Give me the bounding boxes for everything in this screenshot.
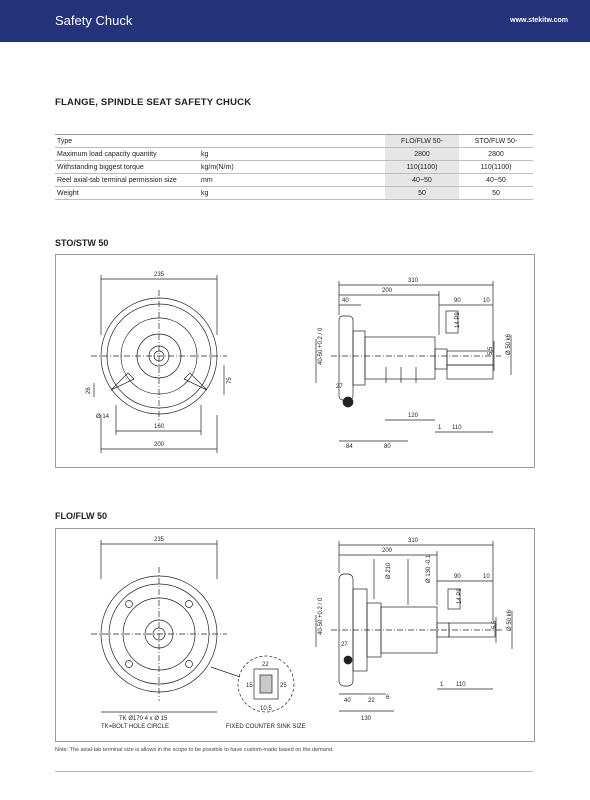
diagram1-drawing bbox=[55, 254, 535, 468]
dim-phi50: Ø 50 k6 bbox=[507, 609, 513, 631]
dim-1: 1 bbox=[438, 425, 442, 431]
dim-6: 6 bbox=[386, 695, 390, 701]
sink-dim-10-5: 10.5 bbox=[260, 706, 272, 712]
dim-120: 120 bbox=[408, 413, 419, 419]
dim-14p9: 14 P9 bbox=[455, 312, 461, 328]
table-row bbox=[55, 161, 533, 174]
dim-22: 22 bbox=[368, 698, 375, 704]
dim-40-50: 40-50 +0.2 / 0 bbox=[318, 327, 324, 365]
sto-technical-drawing bbox=[56, 255, 534, 467]
diagram1-title: STO/STW 50 bbox=[55, 238, 109, 248]
dim-200: 200 bbox=[154, 442, 165, 448]
dim-26: 26 bbox=[86, 387, 92, 394]
dim-10: 10 bbox=[483, 298, 490, 304]
dim-235: 235 bbox=[154, 537, 165, 543]
dim-310: 310 bbox=[408, 278, 419, 284]
row-value-sto: 2800 bbox=[459, 148, 533, 161]
header-title: Safety Chuck bbox=[55, 13, 133, 28]
dim-110: 110 bbox=[456, 682, 466, 688]
row-value-flo: 110(1100) bbox=[385, 161, 459, 174]
dim-90: 90 bbox=[454, 298, 461, 304]
dim-200: 200 bbox=[382, 548, 393, 554]
section-title: FLANGE, SPINDLE SEAT SAFETY CHUCK bbox=[55, 97, 252, 108]
row-unit: kg bbox=[199, 187, 283, 200]
footer-divider bbox=[55, 771, 533, 772]
dim-160: 160 bbox=[154, 424, 165, 430]
tk-caption: TK=BOLT HOLE CIRCLE bbox=[101, 724, 169, 730]
dim-310: 310 bbox=[408, 538, 419, 544]
dim-40: 40 bbox=[344, 698, 351, 704]
dim-phi14: Ø 14 bbox=[96, 414, 110, 420]
row-label: Weight bbox=[55, 187, 199, 200]
dim-1: 1 bbox=[440, 682, 444, 688]
dim-235: 235 bbox=[154, 272, 165, 278]
table-header-cell: STO/FLW 50- bbox=[459, 135, 533, 148]
header-url[interactable]: www.stekitw.com bbox=[510, 17, 568, 24]
diagram2-drawing bbox=[55, 528, 535, 742]
row-value-flo: 40~50 bbox=[385, 174, 459, 187]
flo-technical-drawing bbox=[56, 529, 534, 741]
sink-caption: FIXED COUNTER SINK SIZE bbox=[226, 724, 306, 730]
row-value-flo: 50 bbox=[385, 187, 459, 200]
row-label: Reel axial-tab terminal permission size bbox=[55, 174, 199, 187]
row-value-flo: 2800 bbox=[385, 148, 459, 161]
dim-84: 84 bbox=[346, 444, 353, 450]
dim-200: 200 bbox=[382, 288, 393, 294]
row-unit: kg/m(N/m) bbox=[199, 161, 283, 174]
table-row bbox=[55, 174, 533, 187]
table-header-cell: FLO/FLW 50- bbox=[385, 135, 459, 148]
page-header bbox=[0, 0, 590, 42]
dim-phi130: Ø 130 -0.1 bbox=[426, 554, 432, 583]
dim-phi50: Ø 50 k6 bbox=[506, 333, 512, 355]
footnote: Note: The axial-tab terminal size is allows in the scope to be possible to have custom-made based on the demand. bbox=[55, 747, 334, 753]
table-header-cell bbox=[199, 135, 283, 148]
sink-dim-25: 25 bbox=[280, 683, 287, 689]
dim-80: 80 bbox=[384, 444, 391, 450]
table-header-cell: Type bbox=[55, 135, 199, 148]
table-header-row bbox=[55, 135, 533, 148]
dim-14p9: 14 P9 bbox=[457, 588, 463, 604]
table-row bbox=[55, 187, 533, 200]
sink-dim-22: 22 bbox=[262, 662, 269, 668]
row-value-sto: 40~50 bbox=[459, 174, 533, 187]
dim-27: 27 bbox=[336, 384, 343, 390]
row-unit: mm bbox=[199, 174, 283, 187]
dim-40-50: 40-50 +0.2 / 0 bbox=[318, 597, 324, 635]
diagram2-title: FLO/FLW 50 bbox=[55, 511, 108, 521]
dim-90: 90 bbox=[454, 574, 461, 580]
tk-label: TK Ø170 4 x Ø 15 bbox=[119, 716, 168, 722]
dim-10: 10 bbox=[483, 574, 490, 580]
dim-5-5: 5,5 bbox=[492, 620, 498, 629]
dim-27: 27 bbox=[341, 642, 348, 648]
dim-phi210: Ø 210 bbox=[386, 562, 392, 579]
table-row bbox=[55, 148, 533, 161]
dim-40: 40 bbox=[342, 298, 349, 304]
row-value-sto: 110(1100) bbox=[459, 161, 533, 174]
row-value-sto: 50 bbox=[459, 187, 533, 200]
row-label: Maximum load capacity quantity bbox=[55, 148, 199, 161]
dim-110: 110 bbox=[452, 425, 462, 431]
dim-75: 75 bbox=[227, 377, 233, 384]
row-label: Withstanding biggest torque bbox=[55, 161, 199, 174]
row-unit: kg bbox=[199, 148, 283, 161]
sink-dim-15: 15 bbox=[246, 683, 253, 689]
dim-5-5: 5,5 bbox=[488, 346, 494, 355]
dim-130: 130 bbox=[361, 716, 372, 722]
spec-table bbox=[55, 134, 533, 200]
